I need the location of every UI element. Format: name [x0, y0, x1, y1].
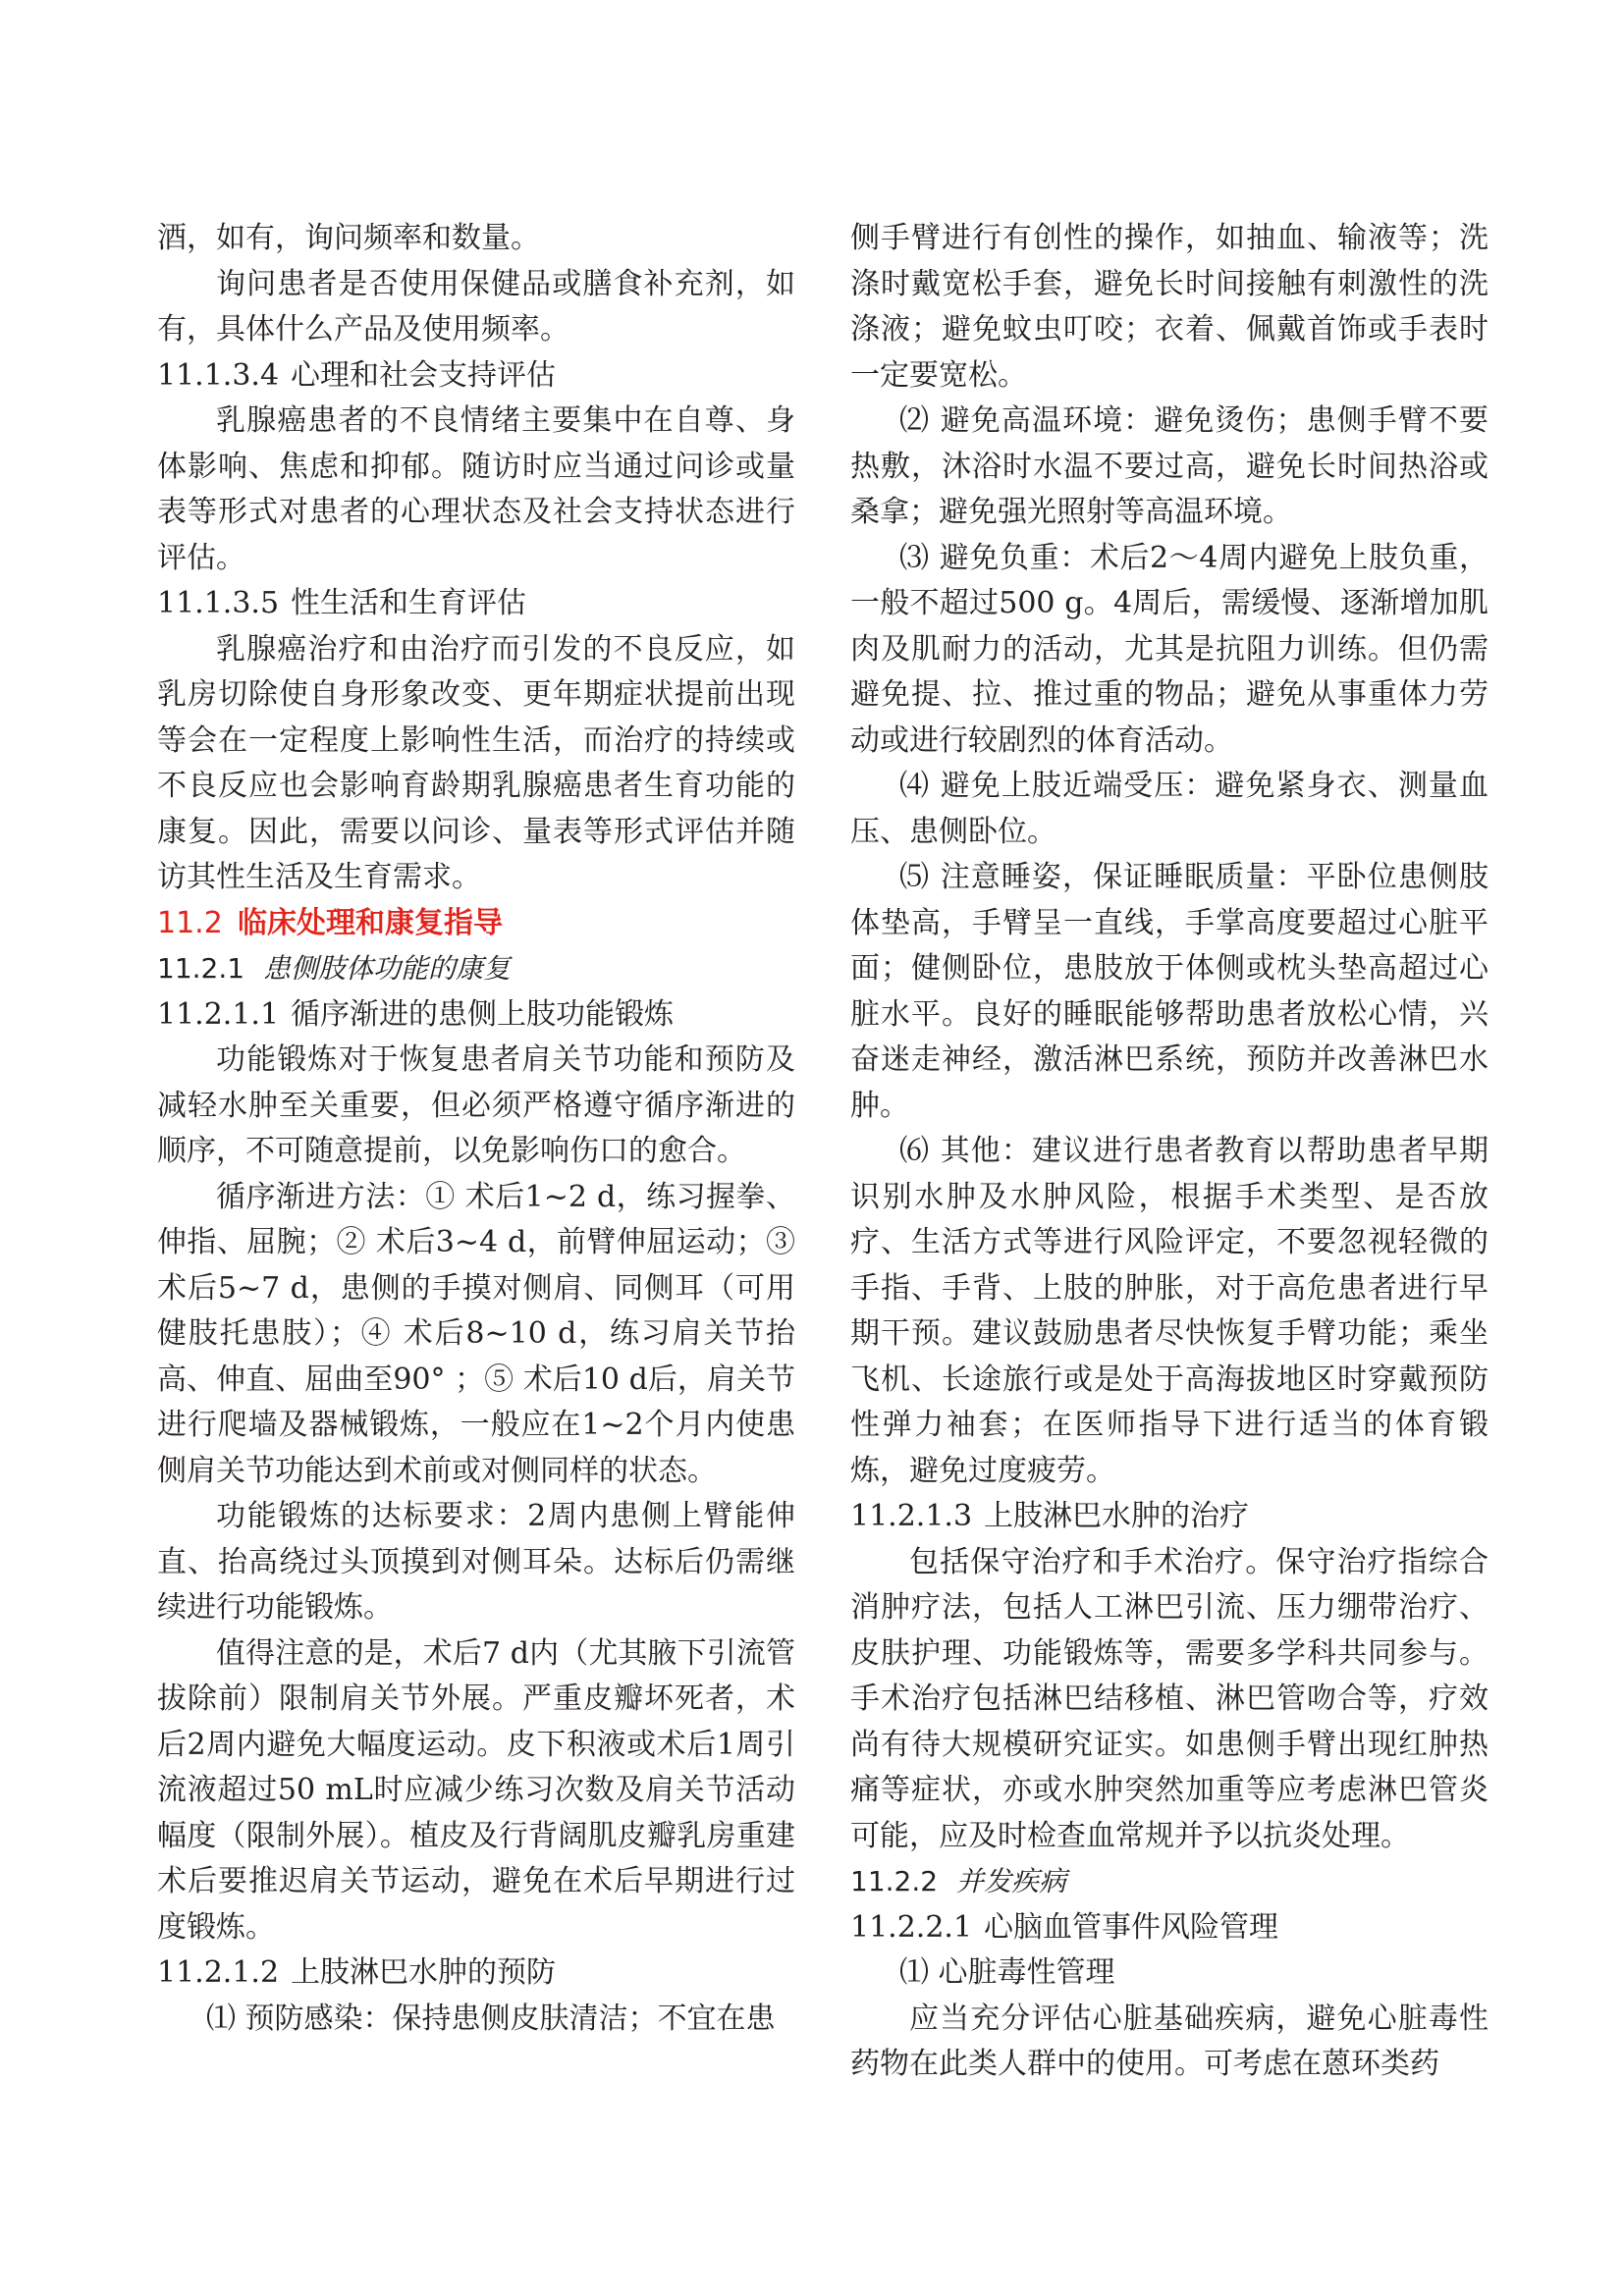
section-title: 临床处理和康复指导 [238, 905, 503, 940]
section-title: 上肢淋巴水肿的治疗 [984, 1499, 1249, 1533]
section-number: 11.1.3.4 [157, 357, 280, 393]
section-title: 患侧肢体功能的康复 [263, 952, 512, 985]
paragraph: ⑴ 心脏毒性管理 [899, 1955, 1115, 1990]
section-heading-11135 [157, 581, 795, 627]
section-number: 11.1.3.5 [157, 586, 280, 620]
section-number: 11.2.1.2 [157, 1955, 280, 1990]
paragraph: 侧手臂进行有创性的操作，如抽血、输液等；洗涤时戴宽松手套，避免长时间接触有刺激性的洗涤液；避免蚊虫叮咬；衣着、佩戴首饰或手表时一定要宽松。 [850, 221, 1489, 393]
paragraph: ⑴ 预防感染：保持患侧皮肤清洁；不宜在患 [206, 2001, 776, 2036]
section-heading-1121 [157, 946, 795, 992]
paragraph: 值得注意的是，术后7 d内（尤其腋下引流管拔除前）限制肩关节外展。严重皮瓣坏死者，术后2周内避免大幅度运动。皮下积液或术后1周引流液超过50 mL时应减少练习次数及肩关节活动幅度（限制外展）。植皮及行背阔肌皮瓣乳房重建术后要推迟肩关节运动，避免在术后早期进行过度锻炼。 [157, 1635, 795, 1945]
section-heading-11134 [157, 353, 795, 400]
section-heading-11221 [850, 1905, 1489, 1951]
section-title: 心脑血管事件风险管理 [984, 1909, 1278, 1945]
section-heading-112 [157, 901, 795, 947]
section-heading-11213 [850, 1494, 1489, 1540]
paragraph: 循序渐进方法：① 术后1~2 d，练习握拳、伸指、屈腕；② 术后3~4 d，前臂伸屈运动；③ 术后5~7 d，患侧的手摸对侧肩、同侧耳（可用健肢托患肢）；④ 术后8~10 d，练习肩关节抬高、伸直、屈曲至90° ；⑤ 术后10 d后，肩关节进行爬墙及器械锻炼，一般应在1~2个月内使患侧肩关节功能达到术前或对侧同样的状态。 [157, 1179, 795, 1488]
paragraph: ⑸ 注意睡姿，保证睡眠质量：平卧位患侧肢体垫高，手臂呈一直线，手掌高度要超过心脏平面；健侧卧位，患肢放于体侧或枕头垫高超过心脏水平。良好的睡眠能够帮助患者放松心情，兴奋迷走神经，激活淋巴系统，预防并改善淋巴水肿。 [850, 860, 1489, 1123]
section-number: 11.2.2.1 [850, 1909, 973, 1945]
section-number: 11.2 [157, 905, 223, 940]
section-number: 11.2.2 [850, 1865, 939, 1897]
section-heading-1122 [850, 1859, 1489, 1905]
section-number: 11.2.1.1 [157, 996, 280, 1032]
paragraph: 应当充分评估心脏基础疾病，避免心脏毒性药物在此类人群中的使用。可考虑在蒽环类药 [850, 2001, 1489, 2081]
section-number: 11.2.1 [157, 952, 245, 985]
section-heading-11211 [157, 992, 795, 1039]
paragraph: 包括保守治疗和手术治疗。保守治疗指综合消肿疗法，包括人工淋巴引流、压力绷带治疗、皮肤护理、功能锻炼等，需要多学科共同参与。手术治疗包括淋巴结移植、淋巴管吻合等，疗效尚有待大规模研究证实。如患侧手臂出现红肿热痛等症状，亦或水肿突然加重等应考虑淋巴管炎可能，应及时检查血常规并予以抗炎处理。 [850, 1544, 1489, 1853]
paragraph: 功能锻炼对于恢复患者肩关节功能和预防及减轻水肿至关重要，但必须严格遵守循序渐进的顺序，不可随意提前，以免影响伤口的愈合。 [157, 1042, 795, 1168]
section-heading-11212 [157, 1950, 795, 1997]
paragraph: 乳腺癌患者的不良情绪主要集中在自尊、身体影响、焦虑和抑郁。随访时应当通过问诊或量表等形式对患者的心理状态及社会支持状态进行评估。 [157, 403, 795, 575]
section-title: 并发疾病 [956, 1865, 1067, 1897]
paragraph: ⑷ 避免上肢近端受压：避免紧身衣、测量血压、患侧卧位。 [850, 769, 1489, 849]
paragraph: 酒，如有，询问频率和数量。 [157, 221, 540, 255]
paragraph: 询问患者是否使用保健品或膳食补充剂，如有，具体什么产品及使用频率。 [157, 266, 795, 347]
section-title: 上肢淋巴水肿的预防 [291, 1955, 556, 1990]
right-column [850, 216, 1489, 2088]
paragraph: ⑹ 其他：建议进行患者教育以帮助患者早期识别水肿及水肿风险，根据手术类型、是否放疗、生活方式等进行风险评定，不要忽视轻微的手指、手背、上肢的肿胀，对于高危患者进行早期干预。建议鼓励患者尽快恢复手臂功能；乘坐飞机、长途旅行或是处于高海拔地区时穿戴预防性弹力袖套；在医师指导下进行适当的体育锻炼，避免过度疲劳。 [850, 1134, 1489, 1488]
section-title: 性生活和生育评估 [291, 586, 526, 620]
paragraph: ⑶ 避免负重：术后2～4周内避免上肢负重，一般不超过500 g。4周后，需缓慢、逐渐增加肌肉及肌耐力的活动，尤其是抗阻力训练。但仍需避免提、拉、推过重的物品；避免从事重体力劳动或进行较剧烈的体育活动。 [850, 540, 1489, 758]
section-title: 心理和社会支持评估 [291, 357, 556, 393]
left-column [157, 216, 795, 2042]
section-title: 循序渐进的患侧上肢功能锻炼 [291, 996, 674, 1032]
paragraph: ⑵ 避免高温环境：避免烫伤；患侧手臂不要热敷，沐浴时水温不要过高，避免长时间热浴或桑拿；避免强光照射等高温环境。 [850, 403, 1489, 529]
paragraph: 乳腺癌治疗和由治疗而引发的不良反应，如乳房切除使自身形象改变、更年期症状提前出现等会在一定程度上影响性生活，而治疗的持续或不良反应也会影响育龄期乳腺癌患者生育功能的康复。因此，需要以问诊、量表等形式评估并随访其性生活及生育需求。 [157, 631, 795, 894]
paragraph: 功能锻炼的达标要求：2周内患侧上臂能伸直、抬高绕过头顶摸到对侧耳朵。达标后仍需继续进行功能锻炼。 [157, 1499, 795, 1625]
section-number: 11.2.1.3 [850, 1499, 973, 1533]
